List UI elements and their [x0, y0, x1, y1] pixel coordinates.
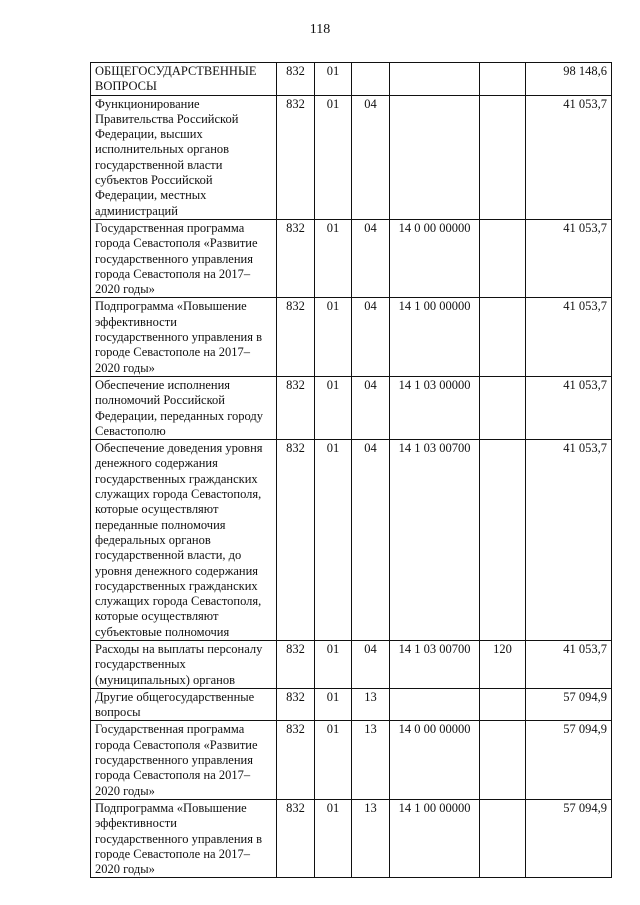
page-number: 118 [309, 22, 331, 37]
expense-type-code [480, 95, 526, 219]
amount: 57 094,9 [526, 799, 612, 877]
amount: 41 053,7 [526, 440, 612, 641]
row-name: Подпрограмма «Повышение эффективности государственного управления в городе Севастополе на 2017–2020 годы» [91, 298, 277, 376]
table-row [91, 721, 612, 799]
table-row [91, 640, 612, 688]
expense-type-code [480, 721, 526, 799]
subsection-code: 13 [352, 721, 390, 799]
target-code: 14 1 03 00000 [390, 376, 480, 439]
row-name: Обеспечение доведения уровня денежного содержания государственных гражданских служащих города Севастополя, которые осуществляют переданные полномочия федеральных органов государственной власти, до уровня денежного содержания государственных гражданских служащих города Севастополя, которые осуществляют субъектовые полномочия [91, 440, 277, 641]
target-code: 14 1 03 00700 [390, 440, 480, 641]
target-code: 14 0 00 00000 [390, 219, 480, 297]
expense-type-code [480, 688, 526, 721]
table-row [91, 440, 612, 641]
ministry-code: 832 [277, 640, 315, 688]
amount: 41 053,7 [526, 219, 612, 297]
ministry-code: 832 [277, 440, 315, 641]
row-name: Другие общегосударственные вопросы [91, 688, 277, 721]
table-row [91, 219, 612, 297]
row-name: Расходы на выплаты персоналу государственных (муниципальных) органов [91, 640, 277, 688]
expense-type-code [480, 799, 526, 877]
amount: 41 053,7 [526, 640, 612, 688]
row-name: Государственная программа города Севастополя «Развитие государственного управления города Севастополя на 2017–2020 годы» [91, 721, 277, 799]
ministry-code: 832 [277, 298, 315, 376]
ministry-code: 832 [277, 799, 315, 877]
ministry-code: 832 [277, 63, 315, 96]
ministry-code: 832 [277, 95, 315, 219]
subsection-code: 04 [352, 219, 390, 297]
expense-type-code [480, 376, 526, 439]
amount: 41 053,7 [526, 298, 612, 376]
target-code: 14 1 03 00700 [390, 640, 480, 688]
expense-type-code [480, 219, 526, 297]
section-code: 01 [315, 688, 352, 721]
target-code [390, 63, 480, 96]
row-name: Государственная программа города Севастополя «Развитие государственного управления города Севастополя на 2017–2020 годы» [91, 219, 277, 297]
subsection-code: 04 [352, 376, 390, 439]
expense-type-code: 120 [480, 640, 526, 688]
section-code: 01 [315, 799, 352, 877]
expense-type-code [480, 298, 526, 376]
amount: 98 148,6 [526, 63, 612, 96]
table-row [91, 688, 612, 721]
subsection-code: 13 [352, 688, 390, 721]
row-name: Подпрограмма «Повышение эффективности государственного управления в городе Севастополе на 2017–2020 годы» [91, 799, 277, 877]
target-code: 14 1 00 00000 [390, 799, 480, 877]
table-row [91, 95, 612, 219]
ministry-code: 832 [277, 219, 315, 297]
section-code: 01 [315, 721, 352, 799]
table-row [91, 298, 612, 376]
amount: 41 053,7 [526, 95, 612, 219]
expense-type-code [480, 440, 526, 641]
section-code: 01 [315, 95, 352, 219]
target-code [390, 688, 480, 721]
table-row [91, 376, 612, 439]
target-code [390, 95, 480, 219]
section-code: 01 [315, 298, 352, 376]
row-name: ОБЩЕГОСУДАРСТВЕННЫЕ ВОПРОСЫ [91, 63, 277, 96]
section-code: 01 [315, 640, 352, 688]
subsection-code [352, 63, 390, 96]
section-code: 01 [315, 376, 352, 439]
budget-table [90, 62, 612, 878]
subsection-code: 04 [352, 440, 390, 641]
table-row [91, 799, 612, 877]
table-row [91, 63, 612, 96]
row-name: Обеспечение исполнения полномочий Российской Федерации, переданных городу Севастополю [91, 376, 277, 439]
subsection-code: 13 [352, 799, 390, 877]
row-name: Функционирование Правительства Российской Федерации, высших исполнительных органов государственной власти субъектов Российской Федерации, местных администраций [91, 95, 277, 219]
amount: 57 094,9 [526, 688, 612, 721]
section-code: 01 [315, 440, 352, 641]
ministry-code: 832 [277, 688, 315, 721]
subsection-code: 04 [352, 298, 390, 376]
subsection-code: 04 [352, 95, 390, 219]
subsection-code: 04 [352, 640, 390, 688]
expense-type-code [480, 63, 526, 96]
target-code: 14 0 00 00000 [390, 721, 480, 799]
section-code: 01 [315, 63, 352, 96]
amount: 41 053,7 [526, 376, 612, 439]
target-code: 14 1 00 00000 [390, 298, 480, 376]
amount: 57 094,9 [526, 721, 612, 799]
section-code: 01 [315, 219, 352, 297]
ministry-code: 832 [277, 376, 315, 439]
ministry-code: 832 [277, 721, 315, 799]
